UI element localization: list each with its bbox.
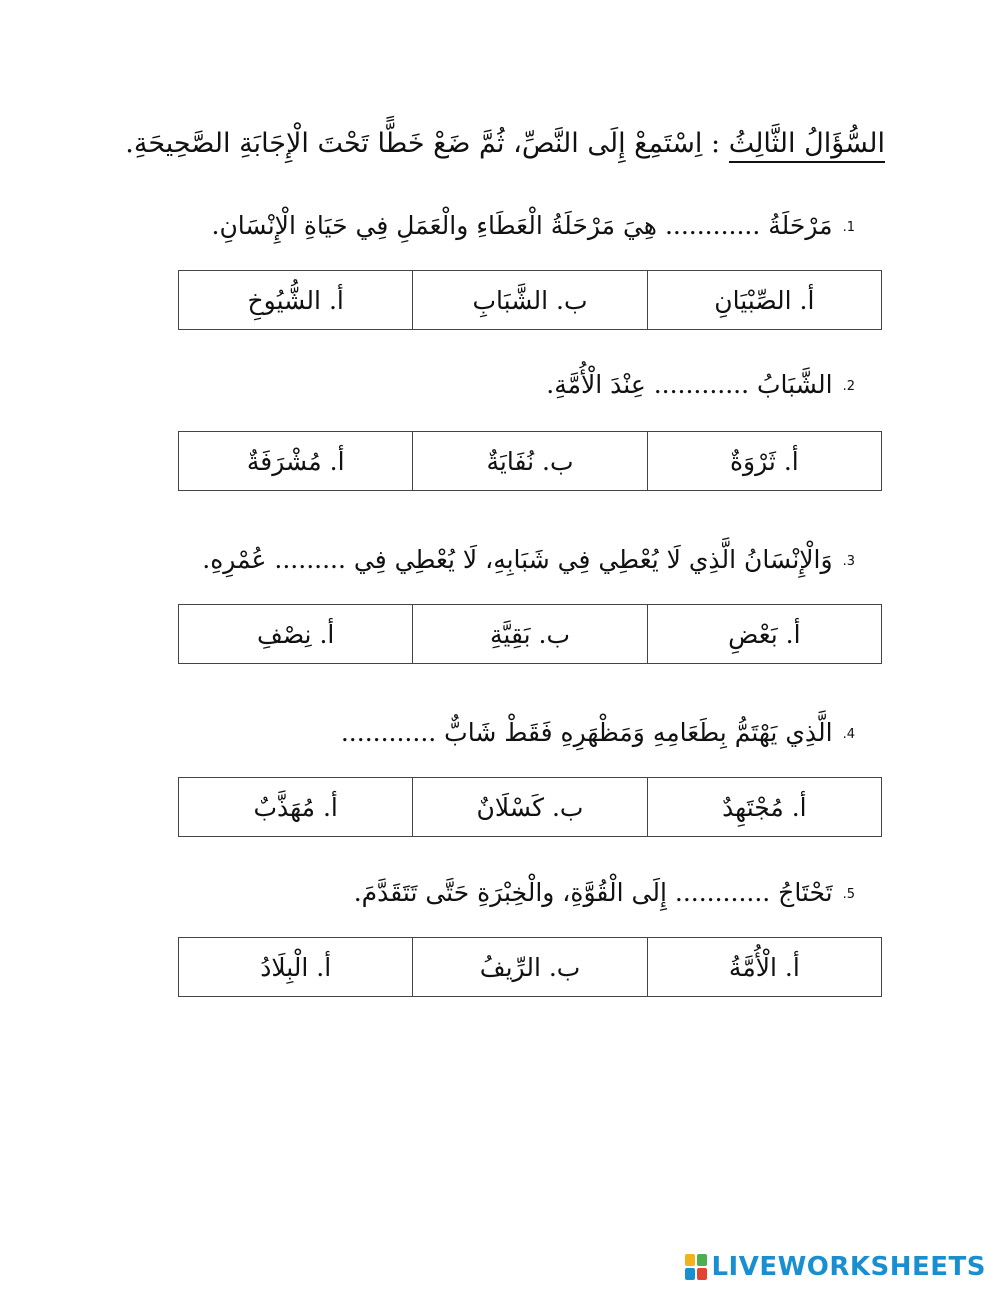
options-row-4 bbox=[178, 777, 882, 837]
logo-square bbox=[697, 1268, 707, 1280]
option-c[interactable]: أ. نِصْفِ bbox=[257, 619, 335, 649]
heading-instruction: اِسْتَمِعْ إِلَى النَّصِّ، ثُمَّ ضَعْ خَطًّا تَحْتَ الْإِجَابَةِ الصَّحِيحَةِ. bbox=[125, 128, 703, 159]
question-5 bbox=[354, 873, 855, 915]
heading-label: السُّؤَالُ الثَّالِثُ bbox=[729, 128, 885, 163]
question-text: وَالْإِنْسَانُ الَّذِي لَا يُعْطِي فِي شَبَابِهِ، لَا يُعْطِي فِي ......... عُمْرِهِ. bbox=[202, 545, 833, 574]
question-text: الَّذِي يَهْتَمُّ بِطَعَامِهِ وَمَظْهَرِهِ فَقَطْ شَابٌّ ............ bbox=[340, 718, 833, 747]
logo-square bbox=[697, 1254, 707, 1266]
question-number: 5. bbox=[842, 886, 855, 902]
option-b[interactable]: ب. بَقِيَّةِ bbox=[412, 605, 646, 663]
options-row-3 bbox=[178, 604, 882, 664]
brand-text: LIVEWORKSHEETS bbox=[711, 1252, 986, 1282]
option-b[interactable]: ب. الرِّيفُ bbox=[412, 938, 646, 996]
options-row-5 bbox=[178, 937, 882, 997]
option-b[interactable]: ب. كَسْلَانٌ bbox=[412, 778, 646, 836]
option-a[interactable]: أ. الْأُمَّةُ bbox=[647, 938, 881, 996]
option-a[interactable]: أ. مُجْتَهِدٌ bbox=[647, 778, 881, 836]
option-a[interactable]: أ. بَعْضِ bbox=[647, 605, 881, 663]
options-row-2 bbox=[178, 431, 882, 491]
option-a[interactable]: أ. ثَرْوَةٌ bbox=[647, 432, 881, 490]
question-1 bbox=[212, 206, 856, 248]
question-number: 1. bbox=[842, 219, 855, 235]
question-2 bbox=[546, 365, 855, 407]
option-a[interactable]: أ. الصِّبْيَانِ bbox=[647, 271, 881, 329]
liveworksheets-logo-icon bbox=[685, 1254, 707, 1280]
question-number: 4. bbox=[842, 726, 855, 742]
option-b[interactable]: ب. نُفَايَةٌ bbox=[412, 432, 646, 490]
question-text: تَحْتَاجُ ............ إِلَى الْقُوَّةِ، والْخِبْرَةِ حَتَّى تَتَقَدَّمَ. bbox=[353, 878, 833, 907]
option-c[interactable]: أ. الشُّيُوخِ bbox=[247, 285, 344, 315]
question-text: الشَّبَابُ ............ عِنْدَ الْأُمَّةِ. bbox=[546, 370, 833, 399]
option-c[interactable]: أ. مُشْرَفَةٌ bbox=[246, 446, 345, 476]
logo-square bbox=[685, 1268, 695, 1280]
liveworksheets-brand[interactable] bbox=[685, 1252, 986, 1282]
question-text: مَرْحَلَةُ ............ هِيَ مَرْحَلَةُ الْعَطَاءِ والْعَمَلِ فِي حَيَاةِ الْإِنْسَانِ. bbox=[211, 211, 833, 240]
heading-separator: : bbox=[702, 128, 729, 159]
option-b[interactable]: ب. الشَّبَابِ bbox=[412, 271, 646, 329]
question-4 bbox=[341, 713, 855, 755]
question-3 bbox=[202, 540, 855, 582]
options-row-1 bbox=[178, 270, 882, 330]
option-c[interactable]: أ. الْبِلَادُ bbox=[260, 952, 332, 982]
question-number: 2. bbox=[842, 378, 855, 394]
question-heading bbox=[125, 118, 885, 170]
logo-square bbox=[685, 1254, 695, 1266]
option-c[interactable]: أ. مُهَذَّبٌ bbox=[253, 792, 338, 822]
question-number: 3. bbox=[842, 553, 855, 569]
